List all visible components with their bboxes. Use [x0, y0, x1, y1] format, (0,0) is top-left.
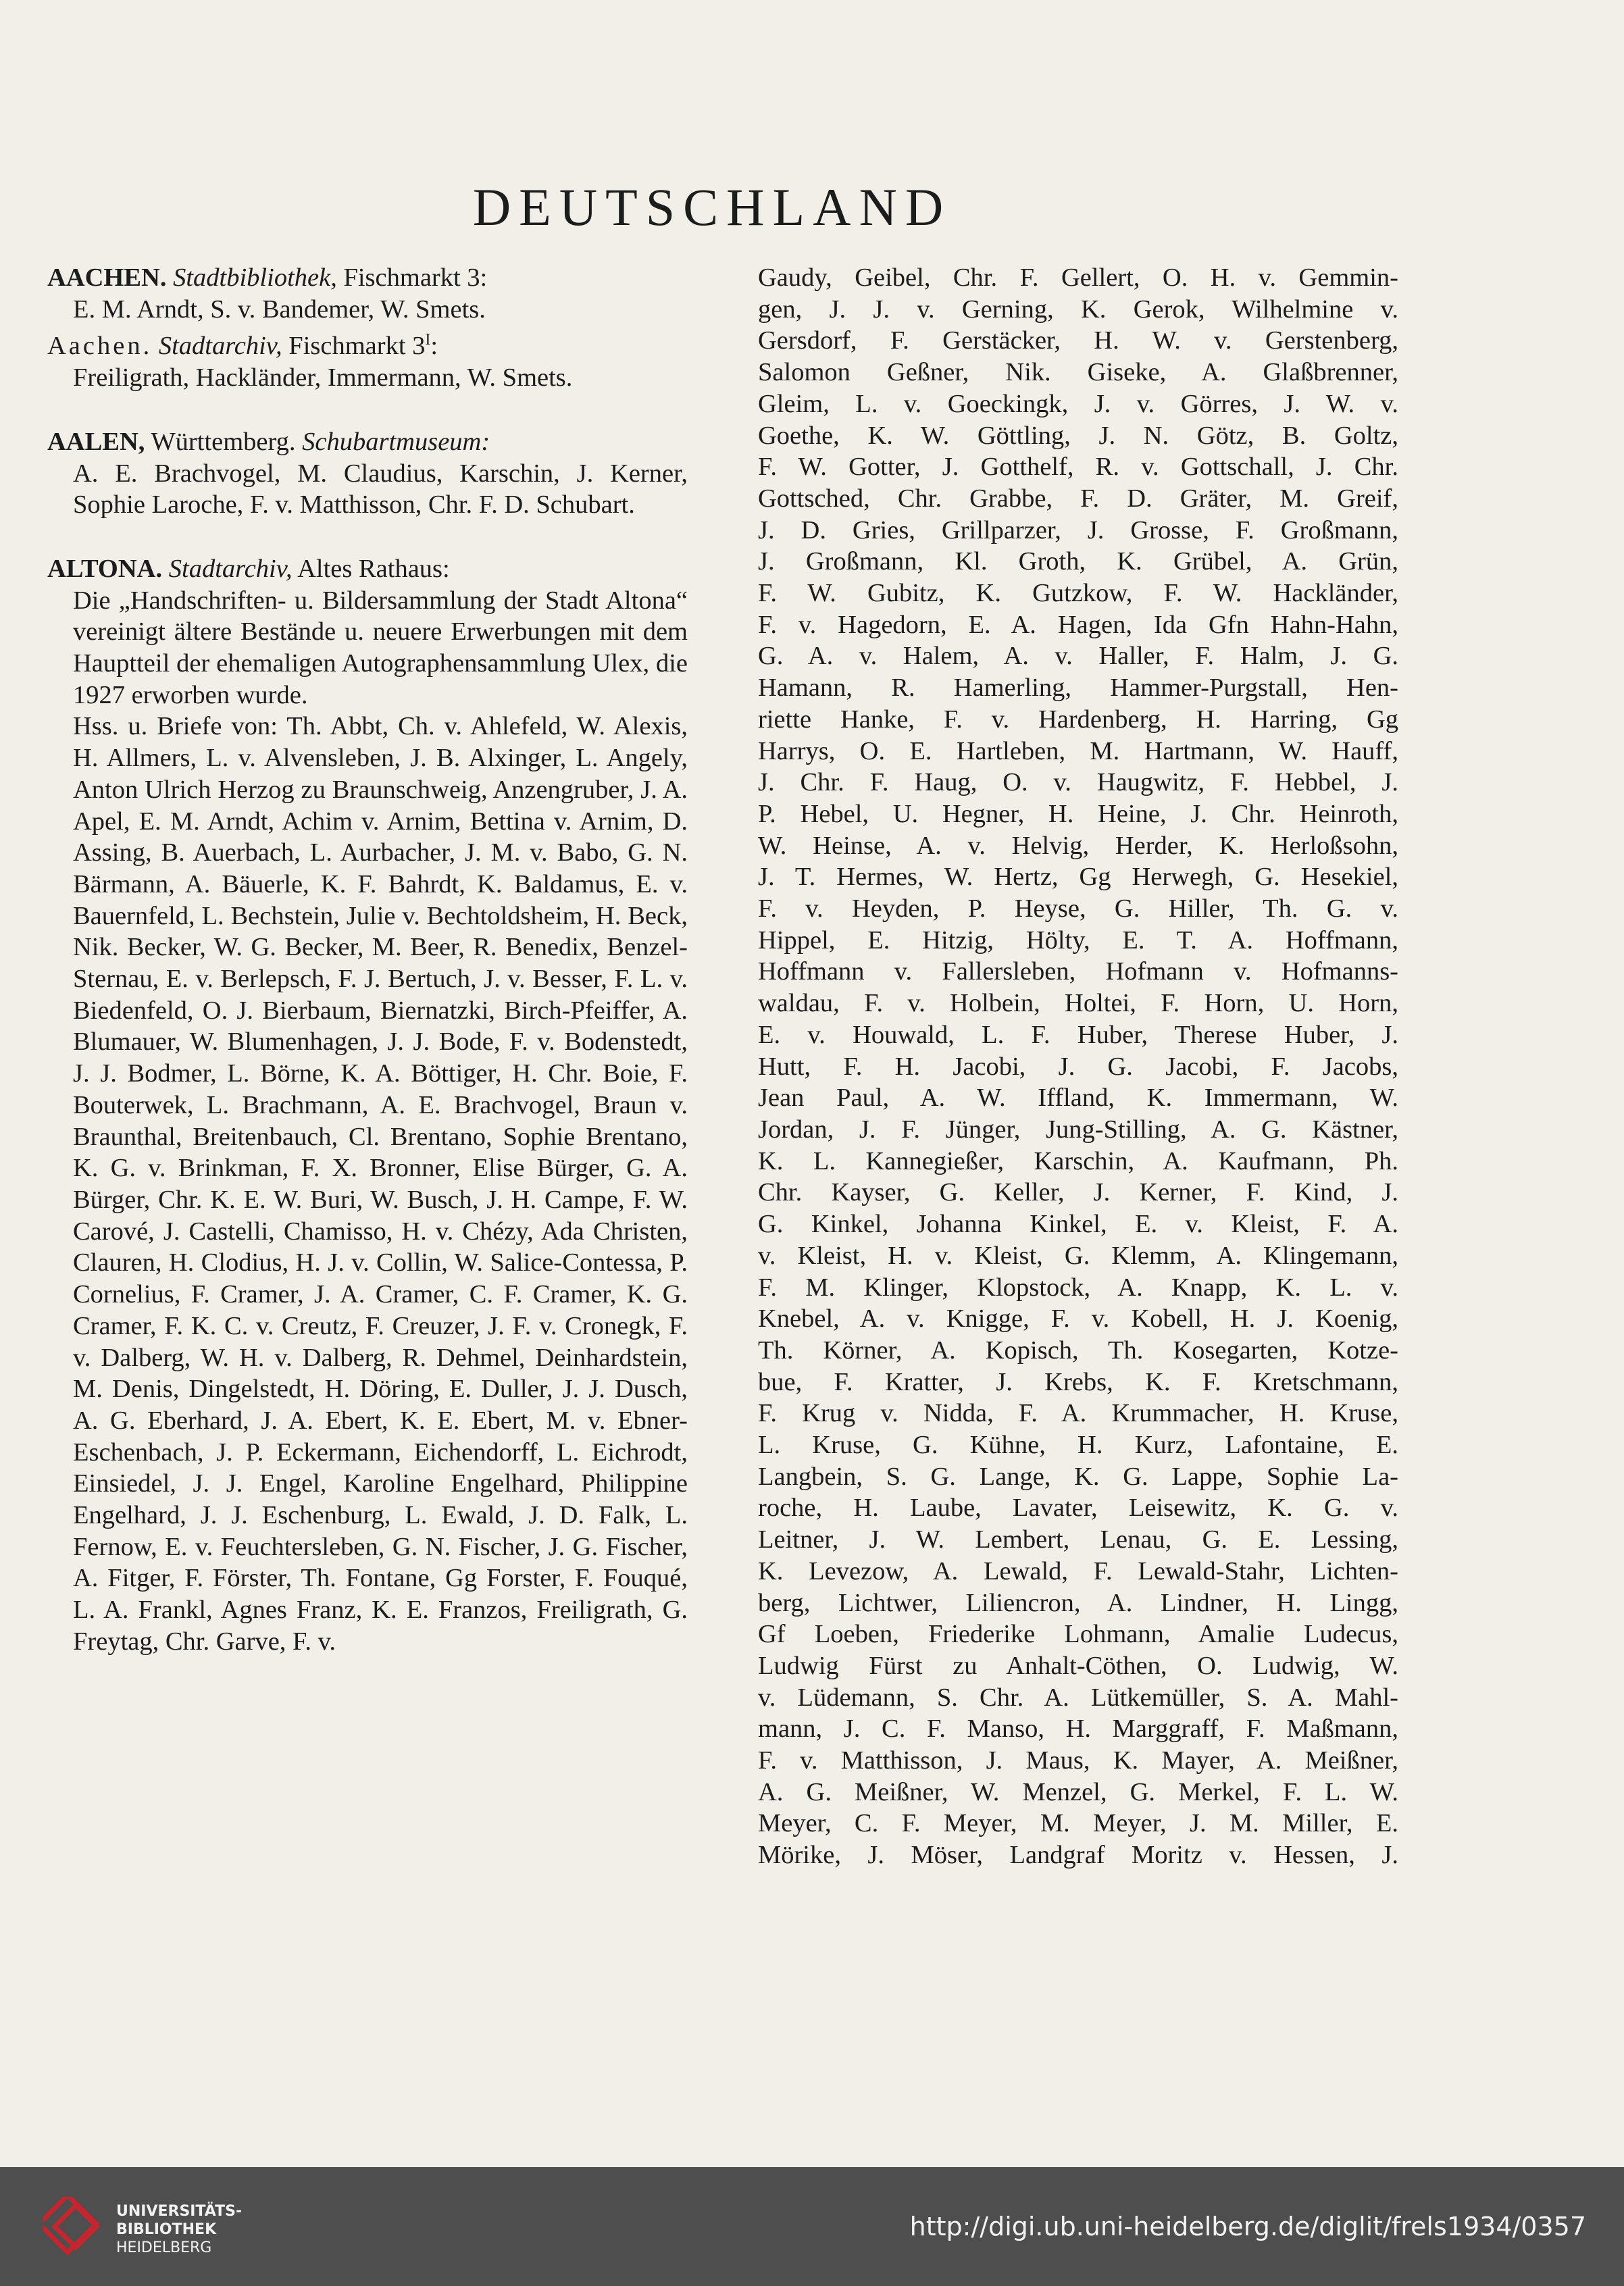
text-line: G. A. v. Halem, A. v. Haller, F. Halm, J. G. [758, 642, 1398, 671]
text-line: J. T. Hermes, W. Hertz, Gg Herwegh, G. Hesekiel, [758, 863, 1398, 892]
entry-heading [47, 426, 688, 458]
text-line: Salomon Geßner, Nik. Giseke, A. Glaßbrenner, [758, 358, 1398, 387]
holdings-text: A. E. Brachvogel, M. Claudius, Karschin, J. Kerner, Sophie Laroche, F. v. Matthisson, Chr. F. D. Schubart. [73, 459, 688, 519]
text-line: G. Kinkel, Johanna Kinkel, E. v. Kleist, F. A. [758, 1210, 1398, 1239]
address: Fischmarkt 3 [282, 332, 426, 361]
entry-heading [47, 553, 688, 585]
right-column [758, 262, 1398, 1871]
place-name: AACHEN. [47, 263, 167, 292]
logo-line: HEIDELBERG [116, 2239, 212, 2256]
text-line: Mörike, J. Möser, Landgraf Moritz v. Hessen, J. [758, 1841, 1398, 1870]
text-line: J. Chr. F. Haug, O. v. Haugwitz, F. Hebbel, J. [758, 768, 1398, 797]
text-line: F. M. Klinger, Klopstock, A. Knapp, K. L. v. [758, 1273, 1398, 1302]
address-end: : [430, 332, 438, 361]
place-name: Aachen. [47, 332, 153, 361]
ub-heidelberg-logo-icon [43, 2197, 103, 2256]
address: Fischmarkt 3: [336, 263, 488, 292]
text-line: berg, Lichtwer, Liliencron, A. Lindner, H. Lingg, [758, 1588, 1398, 1617]
text-line: gen, J. J. v. Gerning, K. Gerok, Wilhelmine v. [758, 295, 1398, 324]
holdings-text: E. M. Arndt, S. v. Bandemer, W. Smets. [73, 295, 486, 324]
text-line: F. Krug v. Nidda, F. A. Krummacher, H. Kruse, [758, 1399, 1398, 1428]
text-line: F. v. Matthisson, J. Maus, K. Mayer, A. Meißner, [758, 1746, 1398, 1775]
address-superscript: I [425, 331, 431, 349]
left-column [47, 262, 688, 1690]
institution-name: Stadtarchiv, [168, 554, 293, 583]
holdings-text: Freiligrath, Hackländer, Immermann, W. Smets. [73, 363, 573, 392]
text-line: Gf Loeben, Friederike Lohmann, Amalie Ludecus, [758, 1620, 1398, 1649]
text-line: F. W. Gotter, J. Gotthelf, R. v. Gottschall, J. Chr. [758, 453, 1398, 482]
text-line: Gottsched, Chr. Grabbe, F. D. Gräter, M. Greif, [758, 484, 1398, 513]
text-line: Hamann, R. Hamerling, Hammer-Purgstall, Hen- [758, 674, 1398, 703]
entry-altona [47, 553, 688, 1658]
text-line: Gersdorf, F. Gerstäcker, H. W. v. Gerstenberg, [758, 326, 1398, 355]
text-line: mann, J. C. F. Manso, H. Marggraff, F. Maßmann, [758, 1714, 1398, 1744]
text-line: roche, H. Laube, Lavater, Leisewitz, K. G. v. [758, 1494, 1398, 1523]
text-line: waldau, F. v. Holbein, Holtei, F. Horn, U. Horn, [758, 989, 1398, 1018]
text-line: P. Hebel, U. Hegner, H. Heine, J. Chr. Heinroth, [758, 799, 1398, 828]
text-line: Hutt, F. H. Jacobi, J. G. Jacobi, F. Jacobs, [758, 1052, 1398, 1081]
text-line: Langbein, S. G. Lange, K. G. Lappe, Sophie La- [758, 1462, 1398, 1491]
text-line: E. v. Houwald, L. F. Huber, Therese Huber, J. [758, 1020, 1398, 1049]
text-line: Knebel, A. v. Knigge, F. v. Kobell, H. J. Koenig, [758, 1304, 1398, 1334]
text-line: Jordan, J. F. Jünger, Jung-Stilling, A. G. Kästner, [758, 1115, 1398, 1144]
text-line: Jean Paul, A. W. Iffland, K. Immermann, W. [758, 1084, 1398, 1113]
text-line: A. G. Meißner, W. Menzel, G. Merkel, F. L. W. [758, 1777, 1398, 1806]
text-line: J. Großmann, Kl. Groth, K. Grübel, A. Grün, [758, 547, 1398, 576]
entry-aachen-stadtbibliothek [47, 262, 688, 325]
holdings-text: Hss. u. Briefe von: Th. Abbt, Ch. v. Ahlefeld, W. Alexis, H. Allmers, L. v. Alvensleben, J. B. Alxinger, L. Angely, Anton Ulrich Herzog zu Braunschweig, Anzengruber, J. A. Apel, E. M. Arndt, Achim v. Arnim, Bettina v. Arnim, D. Assing, B. Auerbach, L. Aurbacher, J. M. v. Babo, G. N. Bärmann, A. Bäuerle, K. F. Bahrdt, K. Baldamus, E. v. Bauernfeld, L. Bechstein, Julie v. Bechtoldsheim, H. Beck, Nik. Becker, W. G. Becker, M. Beer, R. Benedix, Benzel-Sternau, E. v. Berlepsch, F. J. Bertuch, J. v. Besser, F. L. v. Biedenfeld, O. J. Bierbaum, Biernatzki, Birch-Pfeiffer, A. Blumauer, W. Blumenhagen, J. J. Bode, F. v. Bodenstedt, J. J. Bodmer, L. Börne, K. A. Böttiger, H. Chr. Boie, F. Bouterwek, L. Brachmann, A. E. Brachvogel, Braun v. Braunthal, Breitenbauch, Cl. Brentano, Sophie Brentano, K. G. v. Brinkman, F. X. Bronner, Elise Bürger, G. A. Bürger, Chr. K. E. W. Buri, W. Busch, J. H. Campe, F. W. Carové, J. Castelli, Chamisso, H. v. Chézy, Ada Christen, Clauren, H. Clodius, H. J. v. Collin, W. Salice-Contessa, P. Cornelius, F. Cramer, J. A. Cramer, C. F. Cramer, K. G. Cramer, F. K. C. v. Creutz, F. Creuzer, J. F. v. Cronegk, F. v. Dalberg, W. H. v. Dalberg, R. Dehmel, Deinhardstein, M. Denis, Dingelstedt, H. Döring, E. Duller, J. J. Dusch, A. G. Eberhard, J. A. Ebert, K. E. Ebert, M. v. Ebner-Eschenbach, J. P. Eckermann, Eichendorff, L. Eichrodt, Einsiedel, J. J. Engel, Karoline Engelhard, Philippine Engelhard, J. J. Eschenburg, L. Ewald, J. D. Falk, L. Fernow, E. v. Feuchtersleben, G. N. Fischer, J. G. Fischer, A. Fitger, F. Förster, Th. Fontane, Gg Forster, F. Fouqué, L. A. Frankl, Agnes Franz, K. E. Franzos, Freiligrath, G. Freytag, Chr. Garve, F. v. [73, 712, 688, 1656]
text-line: v. Kleist, H. v. Kleist, G. Klemm, A. Klingemann, [758, 1241, 1398, 1270]
text-line: K. L. Kannegießer, Karschin, A. Kaufmann, Ph. [758, 1146, 1398, 1175]
entry-heading [47, 262, 688, 294]
page-title: DEUTSCHLAND [472, 178, 952, 236]
text-line: bue, F. Kratter, J. Krebs, K. F. Kretschmann, [758, 1367, 1398, 1396]
institution-name: Stadtbibliothek, [173, 263, 337, 292]
collection-description: Die „Handschriften- u. Bildersammlung der Stadt Altona“ vereinigt ältere Bestände u. neuere Erwerbungen mit dem Hauptteil der ehemaligen Autographensammlung Ulex, die 1927 erworben wurde. [73, 586, 688, 709]
address: Altes Rathaus: [292, 554, 450, 583]
text-line: F. v. Hagedorn, E. A. Hagen, Ida Gfn Hahn-Hahn, [758, 610, 1398, 639]
place-name: ALTONA. [47, 554, 163, 583]
entry-aachen-stadtarchiv [47, 330, 688, 393]
entry-aalen [47, 426, 688, 521]
library-logo-text [116, 2202, 242, 2257]
institution-name: Schubartmuseum: [302, 427, 490, 456]
text-line: W. Heinse, A. v. Helvig, Herder, K. Herloßsohn, [758, 831, 1398, 860]
text-line: Harrys, O. E. Hartleben, M. Hartmann, W. Hauff, [758, 736, 1398, 765]
text-line: L. Kruse, G. Kühne, H. Kurz, Lafontaine, E. [758, 1431, 1398, 1460]
text-line: K. Levezow, A. Lewald, F. Lewald-Stahr, Lichten- [758, 1556, 1398, 1585]
text-line: Gaudy, Geibel, Chr. F. Gellert, O. H. v. Gemmin- [758, 263, 1398, 292]
text-line: F. v. Heyden, P. Heyse, G. Hiller, Th. G. v. [758, 894, 1398, 923]
text-line: Th. Körner, A. Kopisch, Th. Kosegarten, Kotze- [758, 1336, 1398, 1365]
text-line: Hippel, E. Hitzig, Hölty, E. T. A. Hoffmann, [758, 925, 1398, 955]
address: Württemberg. [145, 427, 303, 456]
place-name: AALEN, [47, 427, 145, 456]
text-line: Chr. Kayser, G. Keller, J. Kerner, F. Kind, J. [758, 1178, 1398, 1207]
text-line: Ludwig Fürst zu Anhalt-Cöthen, O. Ludwig, W. [758, 1651, 1398, 1680]
text-line: J. D. Gries, Grillparzer, J. Grosse, F. Großmann, [758, 515, 1398, 544]
text-line: Gleim, L. v. Goeckingk, J. v. Görres, J. W. v. [758, 389, 1398, 418]
text-line: Hoffmann v. Fallersleben, Hofmann v. Hofmanns- [758, 957, 1398, 986]
logo-line: BIBLIOTHEK [116, 2221, 217, 2238]
logo-line: UNIVERSITÄTS- [116, 2203, 243, 2220]
text-line: Meyer, C. F. Meyer, M. Meyer, J. M. Miller, E. [758, 1809, 1398, 1838]
text-line: F. W. Gubitz, K. Gutzkow, F. W. Hackländer, [758, 579, 1398, 608]
permalink-url[interactable]: http://digi.ub.uni-heidelberg.de/diglit/frels1934/0357 [909, 2212, 1586, 2241]
text-line: Goethe, K. W. Göttling, J. N. Götz, B. Goltz, [758, 421, 1398, 450]
entry-heading [47, 330, 688, 362]
text-line: riette Hanke, F. v. Hardenberg, H. Harring, Gg [758, 705, 1398, 734]
institution-name: Stadtarchiv, [158, 332, 282, 361]
text-line: v. Lüdemann, S. Chr. A. Lütkemüller, S. A. Mahl- [758, 1683, 1398, 1712]
text-line: Leitner, J. W. Lembert, Lenau, G. E. Lessing, [758, 1525, 1398, 1554]
footer-bar [0, 2167, 1624, 2286]
